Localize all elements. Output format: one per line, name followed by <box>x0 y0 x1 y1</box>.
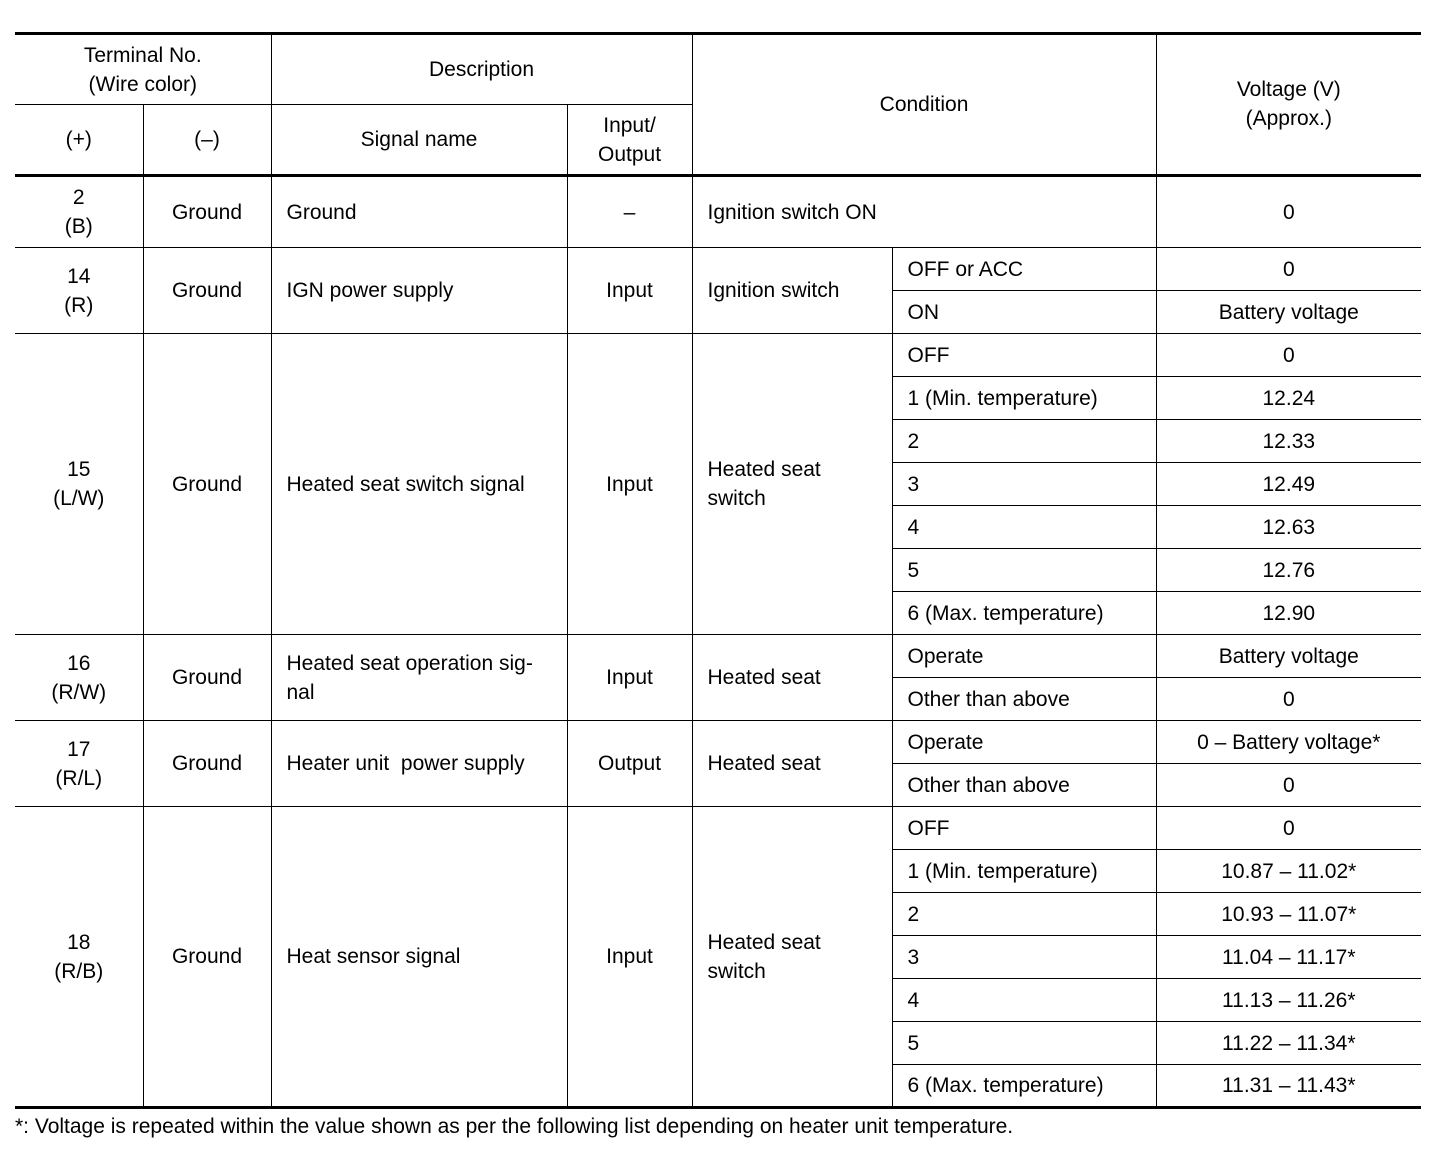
minus-cell: Ground <box>143 721 271 807</box>
table-row <box>15 248 1421 291</box>
voltage-cell: 11.04 – 11.17* <box>1156 936 1421 979</box>
terminal-number: 17 <box>67 737 91 761</box>
state-cell: OFF <box>892 334 1156 377</box>
signal-line: Heated seat operation sig- <box>286 651 533 675</box>
condition-cell: Ignition switch ON <box>692 176 1156 248</box>
wire-color: (R/L) <box>55 766 103 790</box>
voltage-cell: 12.90 <box>1156 592 1421 635</box>
condition-line: Heated seat <box>707 458 821 481</box>
state-cell: 5 <box>892 1022 1156 1065</box>
state-cell: 4 <box>892 979 1156 1022</box>
terminal-no-header <box>15 34 271 105</box>
io-cell: Input <box>567 248 692 334</box>
terminal-number: 16 <box>67 651 91 675</box>
voltage-cell: 11.22 – 11.34* <box>1156 1022 1421 1065</box>
condition-header: Condition <box>692 34 1156 176</box>
condition-line: switch <box>707 487 766 510</box>
signal-name-header: Signal name <box>271 105 567 176</box>
minus-cell: Ground <box>143 635 271 721</box>
description-header: Description <box>271 34 692 105</box>
voltage-cell: Battery voltage <box>1156 635 1421 678</box>
voltage-cell: 10.87 – 11.02* <box>1156 850 1421 893</box>
state-cell: 1 (Min. temperature) <box>892 377 1156 420</box>
minus-header: (–) <box>143 105 271 176</box>
io-cell: Input <box>567 334 692 635</box>
voltage-cell: 0 <box>1156 764 1421 807</box>
header-row-1 <box>15 34 1421 105</box>
state-cell: 1 (Min. temperature) <box>892 850 1156 893</box>
terminal-no-label: Terminal No. <box>83 43 202 67</box>
io-cell: Input <box>567 635 692 721</box>
wire-color: (R) <box>64 293 94 317</box>
footnote: *: Voltage is repeated within the value shown as per the following list depending on heater unit temperature. <box>15 1115 1014 1138</box>
state-cell: Other than above <box>892 764 1156 807</box>
terminal-number: 14 <box>67 264 91 288</box>
table-row <box>15 807 1421 850</box>
io-cell: – <box>567 176 692 248</box>
voltage-cell: 12.33 <box>1156 420 1421 463</box>
voltage-cell: Battery voltage <box>1156 291 1421 334</box>
plus-header: (+) <box>15 105 143 176</box>
state-cell: 4 <box>892 506 1156 549</box>
condition-cell <box>692 334 892 635</box>
signal-cell: Ground <box>271 176 567 248</box>
minus-cell: Ground <box>143 248 271 334</box>
state-cell: 2 <box>892 893 1156 936</box>
voltage-cell: 0 <box>1156 807 1421 850</box>
minus-cell: Ground <box>143 807 271 1108</box>
voltage-cell: 11.31 – 11.43* <box>1156 1065 1421 1108</box>
io-header <box>567 105 692 176</box>
terminal-cell <box>15 721 143 807</box>
io-label-2: Output <box>597 142 662 166</box>
wire-color-label: (Wire color) <box>88 72 197 96</box>
state-cell: 3 <box>892 463 1156 506</box>
state-cell: Operate <box>892 635 1156 678</box>
voltage-cell: 12.76 <box>1156 549 1421 592</box>
signal-cell <box>271 635 567 721</box>
wire-color: (B) <box>64 215 93 238</box>
terminal-cell <box>15 176 143 248</box>
table-row <box>15 176 1421 248</box>
voltage-cell: 0 <box>1156 334 1421 377</box>
wire-color: (L/W) <box>53 487 105 510</box>
io-cell: Output <box>567 721 692 807</box>
voltage-cell: 0 <box>1156 176 1421 248</box>
state-cell: Other than above <box>892 678 1156 721</box>
voltage-label: Voltage (V) <box>1236 78 1341 101</box>
terminal-number: 18 <box>67 930 91 954</box>
state-cell: OFF or ACC <box>892 248 1156 291</box>
signal-line: nal <box>286 680 315 704</box>
table-row <box>15 334 1421 377</box>
state-cell: 6 (Max. temperature) <box>892 592 1156 635</box>
approx-label: (Approx.) <box>1245 107 1332 130</box>
state-cell: 5 <box>892 549 1156 592</box>
voltage-cell: 12.49 <box>1156 463 1421 506</box>
voltage-cell: 11.13 – 11.26* <box>1156 979 1421 1022</box>
signal-cell: IGN power supply <box>271 248 567 334</box>
voltage-cell: 10.93 – 11.07* <box>1156 893 1421 936</box>
state-cell: ON <box>892 291 1156 334</box>
terminal-number: 15 <box>67 458 91 481</box>
terminal-cell <box>15 635 143 721</box>
wire-color: (R/W) <box>51 680 107 704</box>
condition-cell: Heated seat <box>692 721 892 807</box>
condition-cell: Ignition switch <box>692 248 892 334</box>
voltage-cell: 0 <box>1156 678 1421 721</box>
voltage-cell: 0 – Battery voltage* <box>1156 721 1421 764</box>
voltage-header <box>1156 34 1421 176</box>
signal-cell: Heater unit power supply <box>271 721 567 807</box>
condition-line: Heated seat <box>707 930 821 954</box>
signal-cell: Heat sensor signal <box>271 807 567 1108</box>
state-cell: OFF <box>892 807 1156 850</box>
io-label-1: Input/ <box>603 113 656 137</box>
minus-cell: Ground <box>143 334 271 635</box>
voltage-cell: 0 <box>1156 248 1421 291</box>
state-cell: Operate <box>892 721 1156 764</box>
state-cell: 6 (Max. temperature) <box>892 1065 1156 1108</box>
table-row <box>15 721 1421 764</box>
wire-color: (R/B) <box>54 959 104 983</box>
terminal-cell <box>15 248 143 334</box>
terminal-cell <box>15 334 143 635</box>
io-cell: Input <box>567 807 692 1108</box>
voltage-cell: 12.63 <box>1156 506 1421 549</box>
signal-cell: Heated seat switch signal <box>271 334 567 635</box>
state-cell: 2 <box>892 420 1156 463</box>
voltage-cell: 12.24 <box>1156 377 1421 420</box>
terminal-number: 2 <box>72 186 85 209</box>
terminal-voltage-table <box>15 32 1421 1109</box>
table-row <box>15 635 1421 678</box>
condition-cell <box>692 807 892 1108</box>
condition-cell: Heated seat <box>692 635 892 721</box>
terminal-cell <box>15 807 143 1108</box>
condition-line: switch <box>707 959 766 983</box>
minus-cell: Ground <box>143 176 271 248</box>
state-cell: 3 <box>892 936 1156 979</box>
